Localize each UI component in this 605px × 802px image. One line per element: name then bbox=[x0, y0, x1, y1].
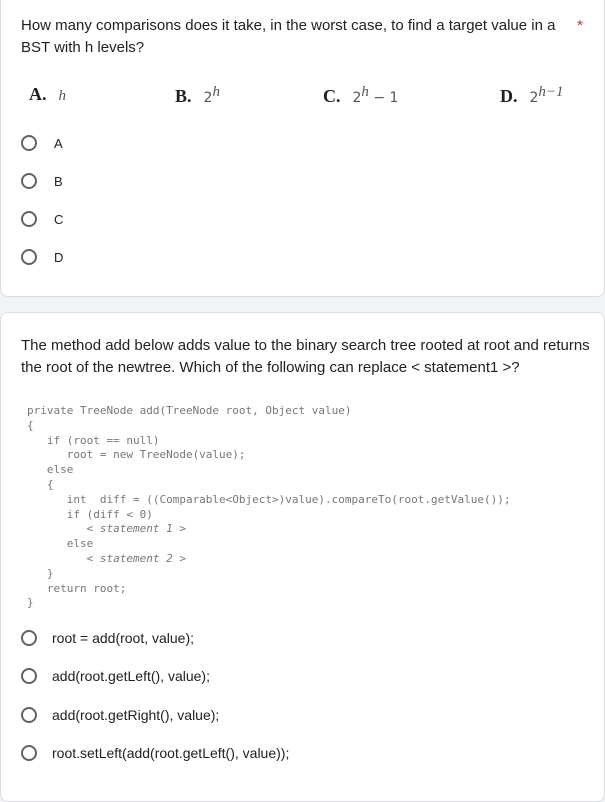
code-line: int diff = ((Comparable<Object>)value).compareTo(root.getValue()); bbox=[27, 492, 511, 506]
code-line: } bbox=[27, 566, 54, 580]
radio-button[interactable] bbox=[21, 211, 37, 227]
option-label: root = add(root, value); bbox=[52, 630, 195, 646]
choice-a bbox=[29, 84, 66, 105]
code-line: root = new TreeNode(value); bbox=[27, 448, 246, 462]
code-line: return root; bbox=[27, 581, 127, 595]
choice-d-letter: D. bbox=[500, 86, 518, 106]
choice-d-base: 2 bbox=[529, 90, 539, 106]
option-label: add(root.getRight(), value); bbox=[52, 707, 220, 723]
option-3[interactable] bbox=[21, 703, 219, 727]
choice-c-base: 2 bbox=[352, 90, 362, 106]
radio-button[interactable] bbox=[21, 135, 37, 151]
radio-button[interactable] bbox=[21, 745, 37, 761]
code-line: < statement 2 > bbox=[27, 551, 186, 565]
code-line: if (diff < 0) bbox=[27, 507, 153, 521]
choice-b bbox=[175, 84, 220, 107]
code-line: { bbox=[27, 418, 34, 432]
choice-a-expr: h bbox=[58, 88, 66, 104]
option-label: C bbox=[54, 211, 64, 227]
option-2[interactable] bbox=[21, 664, 210, 688]
code-line: else bbox=[27, 537, 94, 551]
option-c[interactable] bbox=[21, 207, 63, 231]
choice-c bbox=[323, 84, 398, 107]
choice-d-exp: h−1 bbox=[538, 84, 564, 100]
choice-c-suffix: − 1 bbox=[368, 90, 399, 106]
choice-d bbox=[500, 84, 564, 107]
code-line: private TreeNode add(TreeNode root, Object value) bbox=[27, 404, 352, 417]
option-label: A bbox=[54, 135, 63, 151]
question-1-title: How many comparisons does it take, in the worst case, to find a target value in a BST with h levels? bbox=[21, 17, 556, 56]
choice-b-letter: B. bbox=[175, 86, 192, 106]
choice-c-letter: C. bbox=[323, 86, 341, 106]
choice-c-exp: h bbox=[361, 84, 369, 100]
option-1[interactable] bbox=[21, 626, 194, 650]
option-label: B bbox=[54, 173, 63, 189]
radio-button[interactable] bbox=[21, 707, 37, 723]
option-b[interactable] bbox=[21, 169, 63, 193]
code-line: else bbox=[27, 463, 74, 477]
code-block bbox=[27, 404, 597, 611]
question-card-1 bbox=[0, 0, 605, 297]
question-2-title: The method add below adds value to the binary search tree rooted at root and returns the root of the newtree. Which of the following can replace < statement1 >? bbox=[21, 337, 590, 376]
answer-choices-image bbox=[1, 84, 605, 110]
option-a[interactable] bbox=[21, 131, 63, 155]
choice-b-exp: h bbox=[212, 84, 220, 100]
question-card-2 bbox=[0, 312, 605, 802]
option-label: root.setLeft(add(root.getLeft(), value)); bbox=[52, 745, 290, 761]
choice-b-base: 2 bbox=[203, 90, 213, 106]
code-line: if (root == null) bbox=[27, 433, 160, 447]
choice-a-letter: A. bbox=[29, 84, 47, 104]
radio-button[interactable] bbox=[21, 249, 37, 265]
code-line: { bbox=[27, 477, 54, 491]
radio-button[interactable] bbox=[21, 630, 37, 646]
code-line: < statement 1 > bbox=[27, 522, 186, 536]
option-label: add(root.getLeft(), value); bbox=[52, 668, 210, 684]
radio-button[interactable] bbox=[21, 173, 37, 189]
code-line: } bbox=[27, 596, 34, 610]
radio-button[interactable] bbox=[21, 668, 37, 684]
option-d[interactable] bbox=[21, 245, 63, 269]
required-asterisk: * bbox=[577, 17, 583, 34]
option-4[interactable] bbox=[21, 741, 289, 765]
option-label: D bbox=[54, 249, 64, 265]
